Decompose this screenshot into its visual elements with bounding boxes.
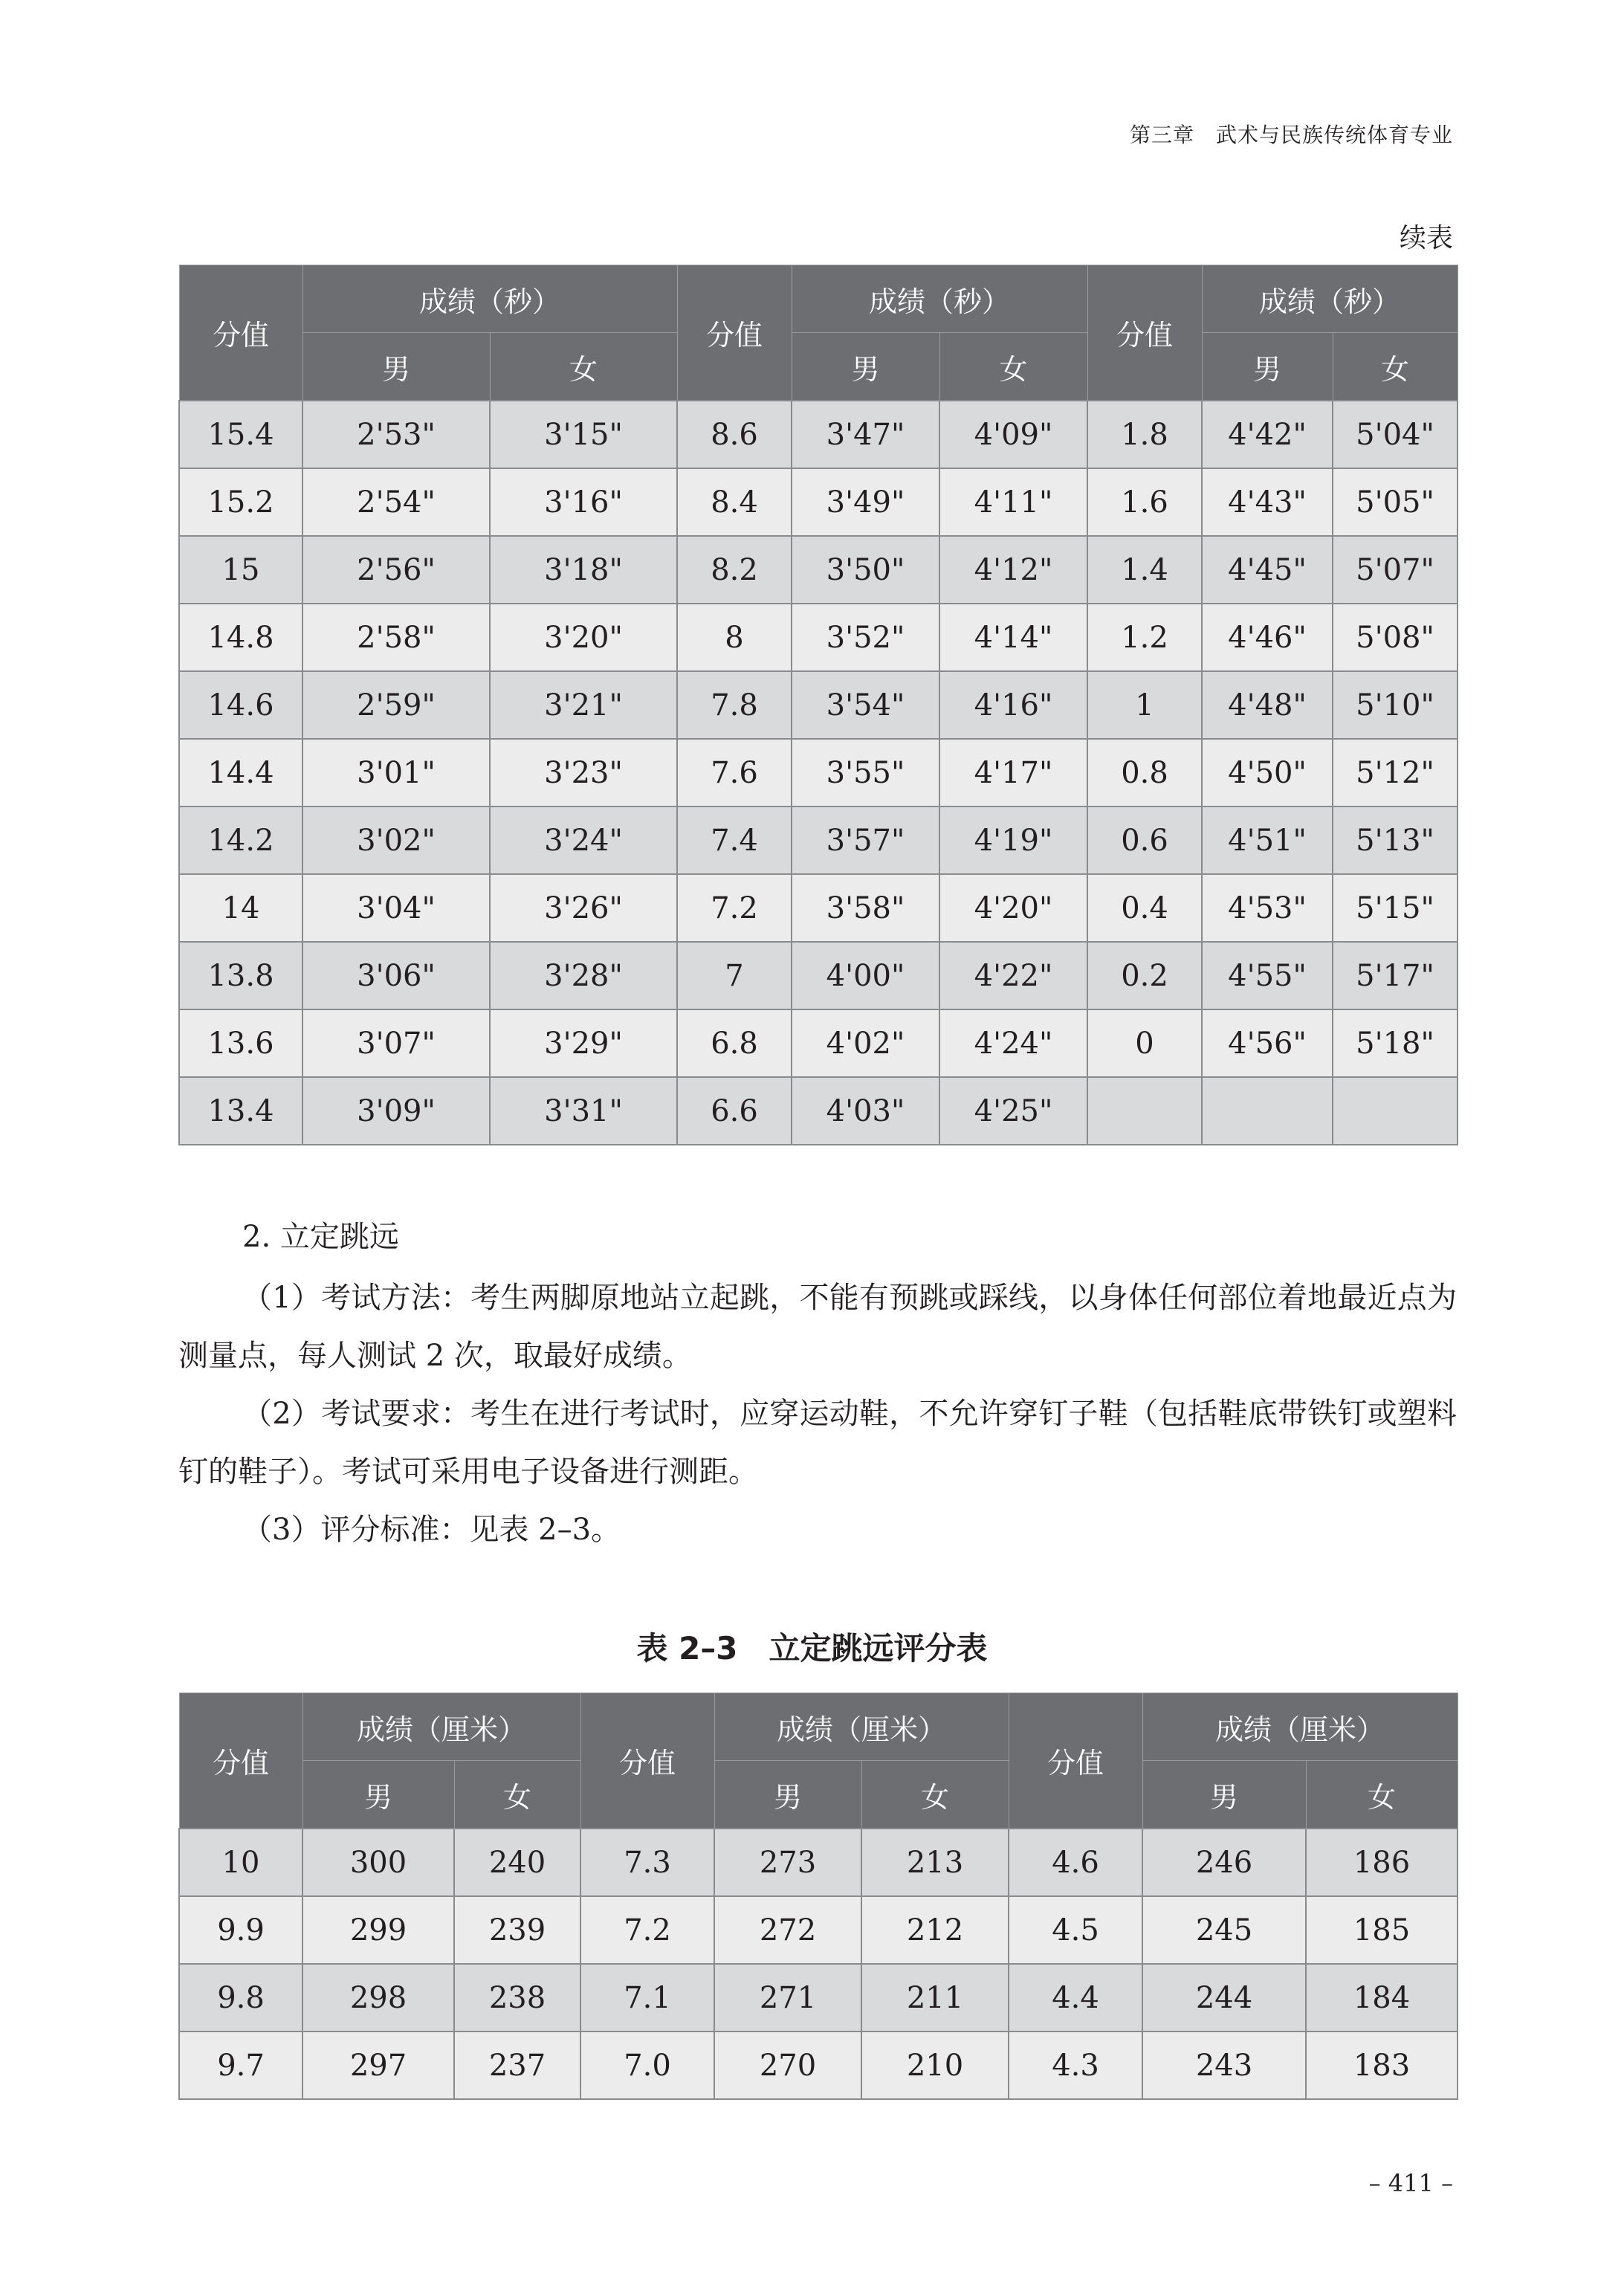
result-group-header: 成绩（秒） bbox=[792, 265, 1087, 333]
table-cell: 13.4 bbox=[179, 1077, 303, 1145]
table-cell: 3'16" bbox=[490, 468, 677, 536]
table-row bbox=[179, 1077, 1458, 1145]
table-cell: 7.8 bbox=[677, 671, 792, 739]
table-cell: 3'18" bbox=[490, 536, 677, 604]
table-cell: 3'50" bbox=[792, 536, 939, 604]
table-cell: 5'10" bbox=[1333, 671, 1458, 739]
table-row bbox=[179, 1829, 1458, 1896]
table-row bbox=[179, 2032, 1458, 2099]
table-cell: 273 bbox=[714, 1829, 861, 1896]
table-row bbox=[179, 1964, 1458, 2032]
table-cell: 15.2 bbox=[179, 468, 303, 536]
table-cell: 4.6 bbox=[1009, 1829, 1142, 1896]
table-cell: 7.6 bbox=[677, 739, 792, 807]
female-header: 女 bbox=[861, 1761, 1009, 1829]
running-head: 第三章 武术与民族传统体育专业 bbox=[1129, 123, 1453, 147]
table-row bbox=[179, 536, 1458, 604]
table-cell bbox=[1087, 1077, 1202, 1145]
table-cell: 3'21" bbox=[490, 671, 677, 739]
table-cell: 3'20" bbox=[490, 604, 677, 671]
table-cell: 3'06" bbox=[303, 942, 490, 1009]
table-cell: 3'55" bbox=[792, 739, 939, 807]
scoring-standard-paragraph: （3）评分标准：见表 2–3。 bbox=[242, 1513, 621, 1547]
table-cell: 3'47" bbox=[792, 401, 939, 468]
table-cell: 240 bbox=[454, 1829, 580, 1896]
table-cell: 5'04" bbox=[1333, 401, 1458, 468]
female-header: 女 bbox=[939, 333, 1087, 401]
table-cell: 5'18" bbox=[1333, 1009, 1458, 1077]
table-cell: 4'14" bbox=[939, 604, 1087, 671]
table-cell: 7.1 bbox=[580, 1964, 714, 2032]
result-group-header: 成绩（秒） bbox=[1202, 265, 1458, 333]
table-cell: 3'58" bbox=[792, 874, 939, 942]
table-cell: 13.8 bbox=[179, 942, 303, 1009]
table-cell: 4'51" bbox=[1202, 807, 1333, 874]
table-cell: 4'50" bbox=[1202, 739, 1333, 807]
table-row bbox=[179, 671, 1458, 739]
table-cell: 4'09" bbox=[939, 401, 1087, 468]
table-cell: 1.6 bbox=[1087, 468, 1202, 536]
score-header: 分值 bbox=[179, 1693, 303, 1829]
table-cell: 3'15" bbox=[490, 401, 677, 468]
table-cell: 4'55" bbox=[1202, 942, 1333, 1009]
table-cell: 5'17" bbox=[1333, 942, 1458, 1009]
table-cell: 4.3 bbox=[1009, 2032, 1142, 2099]
table-cell: 0.8 bbox=[1087, 739, 1202, 807]
table-cell: 4'02" bbox=[792, 1009, 939, 1077]
table-cell: 14.8 bbox=[179, 604, 303, 671]
table-cell: 2'53" bbox=[303, 401, 490, 468]
table-cell: 4'53" bbox=[1202, 874, 1333, 942]
table-cell: 0.6 bbox=[1087, 807, 1202, 874]
table-cell: 7.4 bbox=[677, 807, 792, 874]
table-cell: 300 bbox=[303, 1829, 454, 1896]
table-cell: 2'58" bbox=[303, 604, 490, 671]
run-grading-table-body bbox=[179, 401, 1458, 1145]
result-group-header: 成绩（厘米） bbox=[303, 1693, 580, 1761]
table-cell: 3'01" bbox=[303, 739, 490, 807]
table-row bbox=[179, 1009, 1458, 1077]
table-cell: 3'54" bbox=[792, 671, 939, 739]
male-header: 男 bbox=[714, 1761, 861, 1829]
table-cell: 5'13" bbox=[1333, 807, 1458, 874]
long-jump-grading-table-body bbox=[179, 1829, 1458, 2099]
table-cell: 213 bbox=[861, 1829, 1009, 1896]
table-cell: 14 bbox=[179, 874, 303, 942]
table-cell: 3'57" bbox=[792, 807, 939, 874]
table-cell: 3'04" bbox=[303, 874, 490, 942]
table-cell: 298 bbox=[303, 1964, 454, 2032]
female-header: 女 bbox=[1306, 1761, 1458, 1829]
table-cell: 15 bbox=[179, 536, 303, 604]
table-cell: 1.8 bbox=[1087, 401, 1202, 468]
table-cell: 4'12" bbox=[939, 536, 1087, 604]
table-cell: 3'09" bbox=[303, 1077, 490, 1145]
table-cell: 4'22" bbox=[939, 942, 1087, 1009]
table-cell: 3'23" bbox=[490, 739, 677, 807]
page-number: – 411 – bbox=[1368, 2169, 1453, 2197]
table-cell bbox=[1333, 1077, 1458, 1145]
exam-requirement-paragraph: （2）考试要求：考生在进行考试时，应穿运动鞋，不允许穿钉子鞋（包括鞋底带铁钉或塑料钉的鞋子）。考试可采用电子设备进行测距。 bbox=[178, 1397, 1457, 1489]
table-cell: 272 bbox=[714, 1896, 861, 1964]
table-cell: 7.2 bbox=[580, 1896, 714, 1964]
table-cell: 9.7 bbox=[179, 2032, 303, 2099]
table-cell: 8.2 bbox=[677, 536, 792, 604]
result-group-header: 成绩（秒） bbox=[303, 265, 677, 333]
table-cell: 237 bbox=[454, 2032, 580, 2099]
table-row bbox=[179, 1896, 1458, 1964]
run-grading-table bbox=[178, 265, 1458, 1145]
table-cell: 212 bbox=[861, 1896, 1009, 1964]
male-header: 男 bbox=[1142, 1761, 1306, 1829]
table-cell: 4'43" bbox=[1202, 468, 1333, 536]
table-cell: 4'11" bbox=[939, 468, 1087, 536]
table-cell: 5'12" bbox=[1333, 739, 1458, 807]
result-group-header: 成绩（厘米） bbox=[1142, 1693, 1458, 1761]
table-cell: 4'17" bbox=[939, 739, 1087, 807]
table-cell: 4'00" bbox=[792, 942, 939, 1009]
table-cell: 2'54" bbox=[303, 468, 490, 536]
table-cell: 0 bbox=[1087, 1009, 1202, 1077]
table-cell: 211 bbox=[861, 1964, 1009, 2032]
table-cell: 3'02" bbox=[303, 807, 490, 874]
table-cell: 7.2 bbox=[677, 874, 792, 942]
table-cell: 0.4 bbox=[1087, 874, 1202, 942]
table-cell: 184 bbox=[1306, 1964, 1458, 2032]
table-cell: 3'31" bbox=[490, 1077, 677, 1145]
table-cell: 15.4 bbox=[179, 401, 303, 468]
table-cell: 238 bbox=[454, 1964, 580, 2032]
table-cell: 246 bbox=[1142, 1829, 1306, 1896]
table-cell: 2'56" bbox=[303, 536, 490, 604]
table-cell: 3'29" bbox=[490, 1009, 677, 1077]
table-cell: 210 bbox=[861, 2032, 1009, 2099]
table-cell: 271 bbox=[714, 1964, 861, 2032]
table-cell: 5'07" bbox=[1333, 536, 1458, 604]
score-header: 分值 bbox=[179, 265, 303, 401]
long-jump-grading-table bbox=[178, 1693, 1458, 2100]
table-cell: 1.2 bbox=[1087, 604, 1202, 671]
table-cell: 7.0 bbox=[580, 2032, 714, 2099]
table-cell: 14.2 bbox=[179, 807, 303, 874]
table-cell: 14.6 bbox=[179, 671, 303, 739]
table-cell: 5'08" bbox=[1333, 604, 1458, 671]
score-header: 分值 bbox=[580, 1693, 714, 1829]
result-group-header: 成绩（厘米） bbox=[714, 1693, 1009, 1761]
female-header: 女 bbox=[490, 333, 677, 401]
table-row bbox=[179, 739, 1458, 807]
table-cell: 4'42" bbox=[1202, 401, 1333, 468]
table-cell: 3'52" bbox=[792, 604, 939, 671]
table-cell: 9.8 bbox=[179, 1964, 303, 2032]
table-cell: 3'26" bbox=[490, 874, 677, 942]
table-cell: 5'15" bbox=[1333, 874, 1458, 942]
table-cell: 4'46" bbox=[1202, 604, 1333, 671]
table-cell: 3'24" bbox=[490, 807, 677, 874]
table-cell: 5'05" bbox=[1333, 468, 1458, 536]
table-cell: 243 bbox=[1142, 2032, 1306, 2099]
table-cell: 239 bbox=[454, 1896, 580, 1964]
continued-table-label: 续表 bbox=[1399, 223, 1453, 253]
table-cell: 1.4 bbox=[1087, 536, 1202, 604]
table-row bbox=[179, 807, 1458, 874]
table-cell: 4.5 bbox=[1009, 1896, 1142, 1964]
table-cell: 7 bbox=[677, 942, 792, 1009]
table-cell: 13.6 bbox=[179, 1009, 303, 1077]
male-header: 男 bbox=[303, 1761, 454, 1829]
table-cell: 3'07" bbox=[303, 1009, 490, 1077]
table-cell: 4'16" bbox=[939, 671, 1087, 739]
table-cell: 4'24" bbox=[939, 1009, 1087, 1077]
table-cell: 185 bbox=[1306, 1896, 1458, 1964]
table-row bbox=[179, 942, 1458, 1009]
table-cell: 2'59" bbox=[303, 671, 490, 739]
table-row bbox=[179, 401, 1458, 468]
female-header: 女 bbox=[454, 1761, 580, 1829]
male-header: 男 bbox=[792, 333, 939, 401]
table-cell: 4'45" bbox=[1202, 536, 1333, 604]
table-cell: 4'25" bbox=[939, 1077, 1087, 1145]
table-cell: 4'19" bbox=[939, 807, 1087, 874]
table-cell: 3'28" bbox=[490, 942, 677, 1009]
table-cell: 270 bbox=[714, 2032, 861, 2099]
table-cell: 245 bbox=[1142, 1896, 1306, 1964]
score-header: 分值 bbox=[1087, 265, 1202, 401]
table-cell: 6.6 bbox=[677, 1077, 792, 1145]
score-header: 分值 bbox=[1009, 1693, 1142, 1829]
table-cell: 299 bbox=[303, 1896, 454, 1964]
table-row bbox=[179, 874, 1458, 942]
table-cell: 4'48" bbox=[1202, 671, 1333, 739]
table-cell: 186 bbox=[1306, 1829, 1458, 1896]
table-cell: 4'56" bbox=[1202, 1009, 1333, 1077]
table-row bbox=[179, 604, 1458, 671]
table-cell: 7.3 bbox=[580, 1829, 714, 1896]
table-cell: 8.4 bbox=[677, 468, 792, 536]
table-row bbox=[179, 468, 1458, 536]
table-caption: 表 2–3 立定跳远评分表 bbox=[636, 1630, 988, 1667]
table-cell: 8.6 bbox=[677, 401, 792, 468]
table-cell: 0.2 bbox=[1087, 942, 1202, 1009]
table-cell: 244 bbox=[1142, 1964, 1306, 2032]
table-cell: 10 bbox=[179, 1829, 303, 1896]
male-header: 男 bbox=[303, 333, 490, 401]
table-cell: 297 bbox=[303, 2032, 454, 2099]
table-cell: 9.9 bbox=[179, 1896, 303, 1964]
table-cell: 1 bbox=[1087, 671, 1202, 739]
exam-method-paragraph: （1）考试方法：考生两脚原地站立起跳，不能有预跳或踩线，以身体任何部位着地最近点为测量点，每人测试 2 次，取最好成绩。 bbox=[178, 1281, 1457, 1373]
table-cell bbox=[1202, 1077, 1333, 1145]
table-cell: 183 bbox=[1306, 2032, 1458, 2099]
female-header: 女 bbox=[1333, 333, 1458, 401]
section-heading: 2. 立定跳远 bbox=[242, 1220, 399, 1254]
table-cell: 14.4 bbox=[179, 739, 303, 807]
table-cell: 6.8 bbox=[677, 1009, 792, 1077]
table-cell: 3'49" bbox=[792, 468, 939, 536]
male-header: 男 bbox=[1202, 333, 1333, 401]
table-cell: 4.4 bbox=[1009, 1964, 1142, 2032]
score-header: 分值 bbox=[677, 265, 792, 401]
table-cell: 8 bbox=[677, 604, 792, 671]
table-cell: 4'03" bbox=[792, 1077, 939, 1145]
table-cell: 4'20" bbox=[939, 874, 1087, 942]
